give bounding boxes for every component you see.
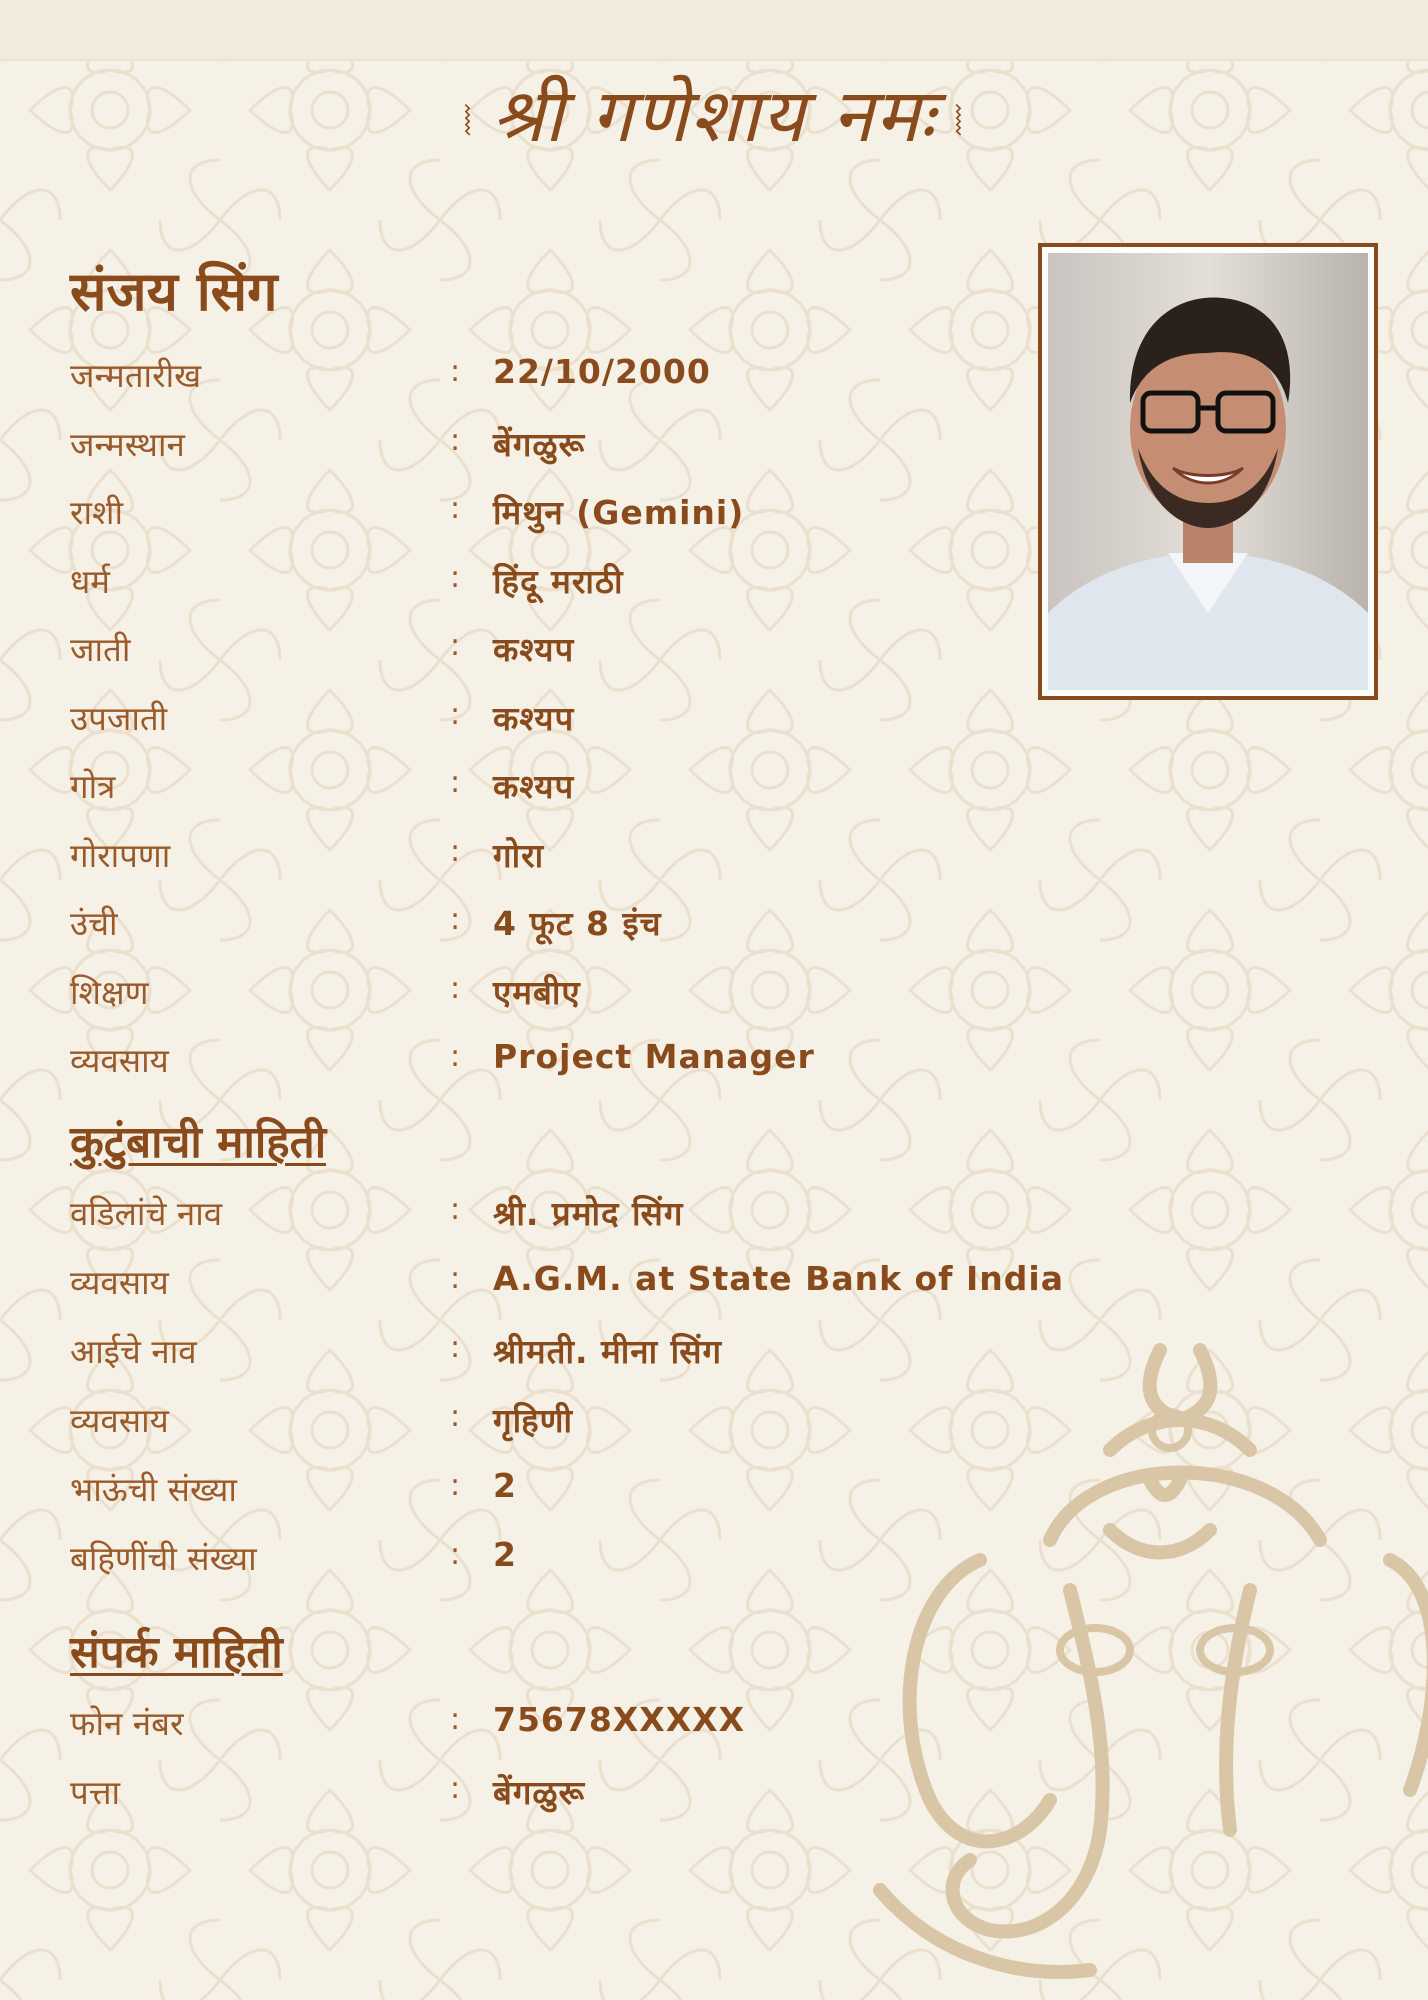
separator-colon: : [450,491,461,526]
personal-row [70,969,1070,1019]
personal-label: व्यवसाय [70,1041,169,1080]
personal-label: जन्मतारीख [70,356,202,395]
personal-value: कश्यप [493,767,575,806]
family-row [70,1190,1070,1240]
contact-label: पत्ता [70,1773,121,1812]
personal-value: बेंगळुरू [493,424,586,464]
family-value: 2 [493,1466,517,1505]
personal-value: मिथुन (Gemini) [493,493,745,532]
invocation-text: श्री गणेशाय नमः [491,73,937,159]
family-row [70,1466,1070,1516]
separator-colon: : [450,970,461,1006]
personal-value: एमबीए [493,972,581,1012]
personal-value: कश्यप [493,698,575,738]
family-value: A.G.M. at State Bank of India [493,1259,1065,1298]
personal-value: 4 फूट 8 इंच [493,904,662,943]
separator-colon: : [450,1330,461,1365]
personal-row [70,421,1070,471]
contact-label: फोन नंबर [70,1704,184,1743]
personal-row [70,489,1070,539]
family-label: आईचे नाव [70,1332,197,1371]
personal-row [70,626,1070,676]
separator-colon: : [450,1192,461,1227]
family-value: श्रीमती. मीना सिंग [493,1332,723,1371]
personal-label: उपजाती [70,698,168,738]
family-value: गृहिणी [493,1401,574,1440]
separator-colon: : [450,1702,461,1737]
family-row [70,1328,1070,1378]
separator-colon: : [450,1537,461,1572]
separator-colon: : [450,1771,461,1806]
personal-label: जाती [70,630,131,669]
separator-colon: : [450,422,461,458]
personal-label: गोरापणा [70,835,171,875]
personal-label: शिक्षण [70,972,149,1012]
personal-row [70,352,1070,402]
profile-photo-frame [1038,243,1378,700]
personal-value: Project Manager [493,1037,815,1076]
separator-colon: : [450,1399,461,1434]
family-label: बहिणींची संख्या [70,1539,257,1578]
invocation-header [0,62,1428,163]
personal-value: कश्यप [493,630,575,669]
family-label: व्यवसाय [70,1263,169,1302]
personal-row [70,900,1070,950]
separator-colon: : [450,628,461,663]
family-label: वडिलांचे नाव [70,1194,223,1233]
personal-row [70,558,1070,608]
separator-colon: : [450,1468,461,1503]
personal-row [70,832,1070,882]
right-flourish-icon: ⦚ [954,98,965,145]
personal-label: धर्म [70,561,111,601]
separator-colon: : [450,765,461,800]
separator-colon: : [450,1039,461,1074]
separator-colon: : [450,354,461,389]
personal-label: जन्मस्थान [70,424,185,464]
family-label: भाऊंची संख्या [70,1470,237,1509]
personal-value: हिंदू मराठी [493,561,624,601]
personal-value: 22/10/2000 [493,352,711,391]
personal-label: उंची [70,904,118,943]
family-value: श्री. प्रमोद सिंग [493,1194,684,1233]
personal-value: गोरा [493,835,545,875]
separator-colon: : [450,559,461,595]
personal-row [70,763,1070,813]
personal-row [70,1037,1070,1087]
family-row [70,1259,1070,1309]
family-label: व्यवसाय [70,1401,169,1440]
separator-colon: : [450,1261,461,1296]
contact-value: बेंगळुरू [493,1773,586,1812]
family-section-title: कुटुंबाची माहिती [70,1117,327,1168]
contact-row [70,1700,1070,1750]
personal-label: गोत्र [70,767,116,806]
personal-row [70,695,1070,745]
family-row [70,1535,1070,1585]
contact-section-title: संपर्क माहिती [70,1627,283,1678]
personal-label: राशी [70,493,124,532]
left-flourish-icon: ⦚ [463,98,474,145]
separator-colon: : [450,696,461,732]
contact-value: 75678XXXXX [493,1700,746,1739]
separator-colon: : [450,902,461,937]
family-row [70,1397,1070,1447]
profile-name: संजय सिंग [70,260,278,323]
contact-row [70,1769,1070,1819]
separator-colon: : [450,833,461,869]
family-value: 2 [493,1535,517,1574]
profile-photo [1048,253,1368,690]
